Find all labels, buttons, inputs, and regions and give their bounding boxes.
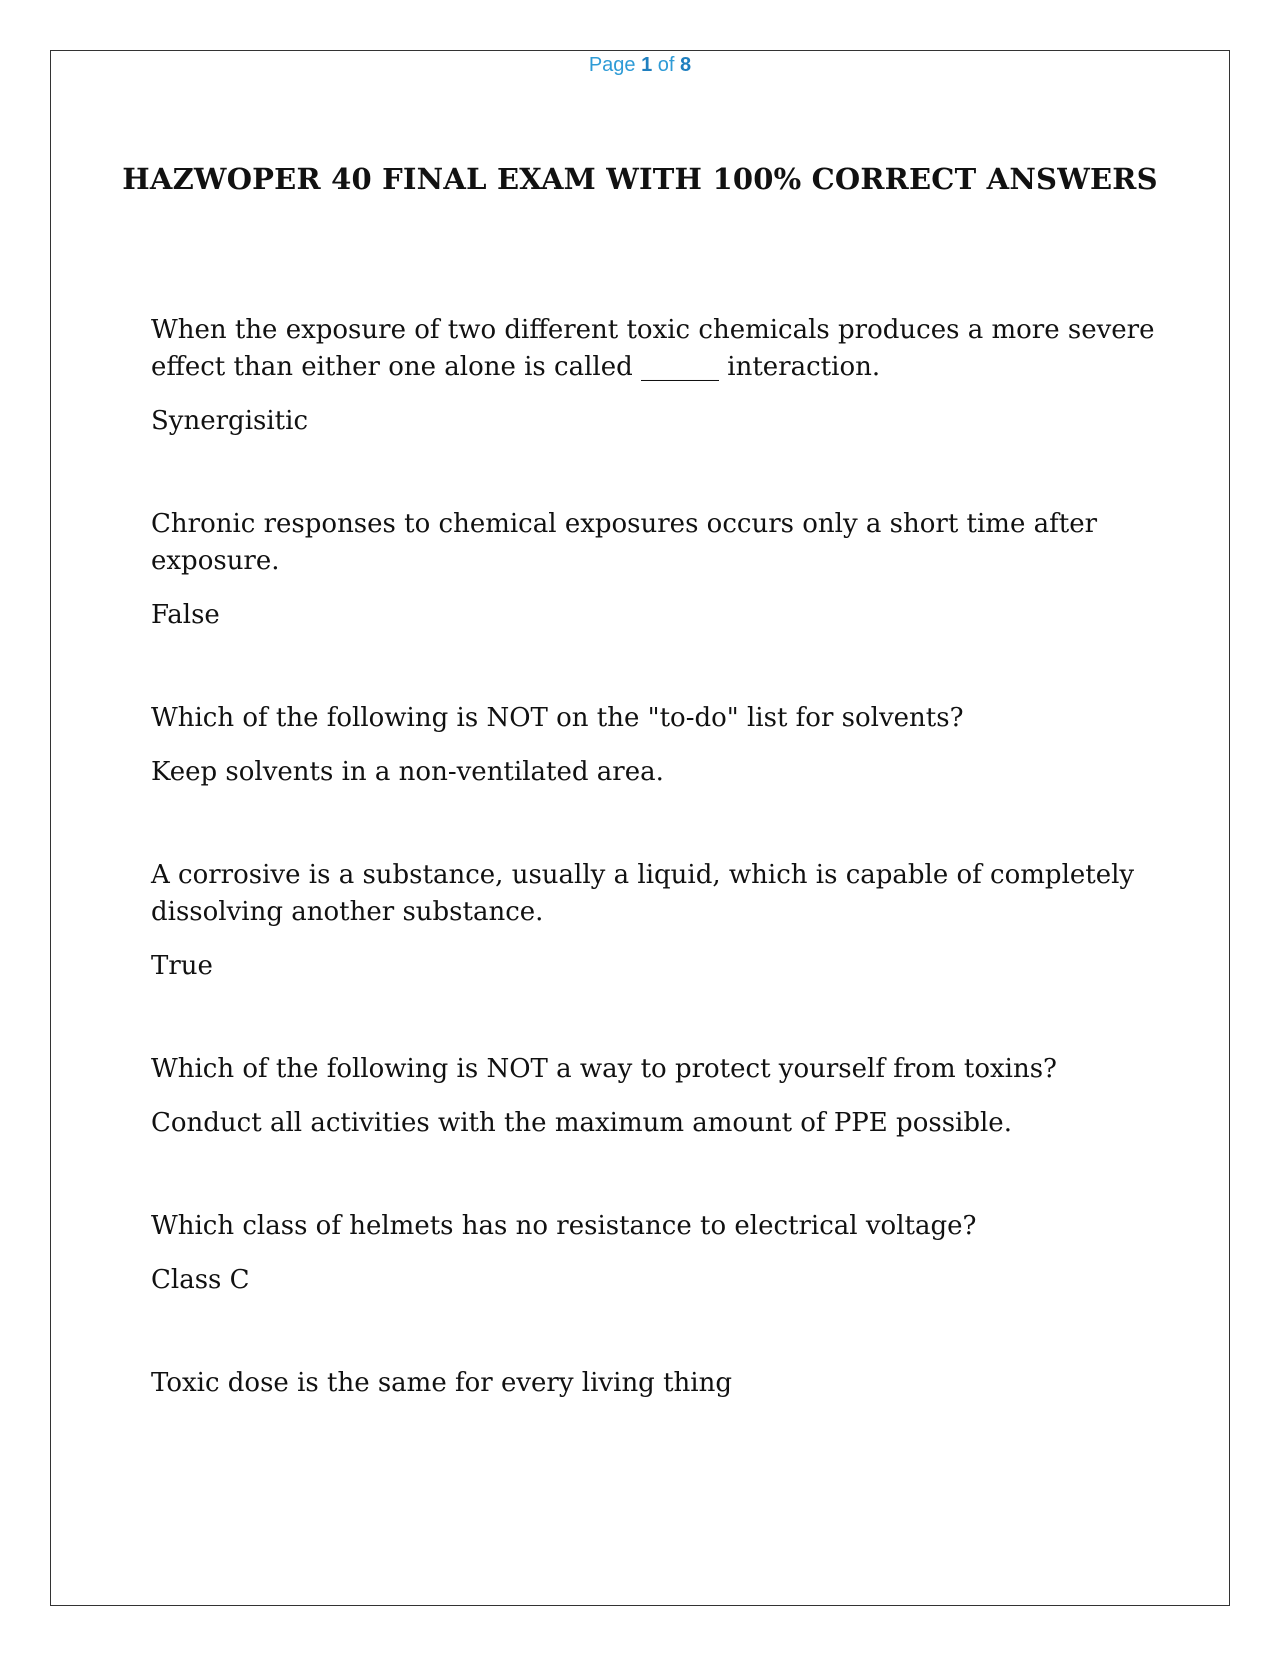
page-label: Page xyxy=(588,54,636,76)
qa-item xyxy=(151,857,1161,985)
answer-text: Synergisitic xyxy=(151,406,309,436)
qa-item xyxy=(151,1051,1161,1142)
answer-text: True xyxy=(151,951,213,981)
total-pages-number: 8 xyxy=(680,54,692,76)
document-title: HAZWOPER 40 FINAL EXAM WITH 100% CORRECT ANSWERS xyxy=(122,162,1158,196)
question-text: Chronic responses to chemical exposures occurs only a short time after exposure. xyxy=(151,509,1098,576)
answer-text: Conduct all activities with the maximum amount of PPE possible. xyxy=(151,1108,1012,1138)
question-text: Which of the following is NOT a way to protect yourself from toxins? xyxy=(151,1054,1057,1084)
question-text: When the exposure of two different toxic chemicals produces a more severe effect than either one alone is called ______ interaction. xyxy=(151,315,1155,382)
qa-item xyxy=(151,700,1161,791)
answer-text: False xyxy=(151,600,220,630)
qa-item xyxy=(151,312,1161,440)
page-number xyxy=(0,54,1280,77)
qa-item xyxy=(151,1208,1161,1299)
current-page-number: 1 xyxy=(641,54,653,76)
answer-text: Class C xyxy=(151,1265,250,1295)
question-text: Toxic dose is the same for every living thing xyxy=(151,1368,732,1398)
page-of-label: of xyxy=(657,54,675,76)
answer-text: Keep solvents in a non-ventilated area. xyxy=(151,757,664,787)
question-text: Which of the following is NOT on the "to-do" list for solvents? xyxy=(151,703,964,733)
question-answer-list xyxy=(151,312,1161,1402)
qa-item xyxy=(151,506,1161,634)
question-text: Which class of helmets has no resistance to electrical voltage? xyxy=(151,1211,977,1241)
qa-item xyxy=(151,1365,1161,1402)
question-text: A corrosive is a substance, usually a liquid, which is capable of completely dissolving another substance. xyxy=(151,860,1135,927)
